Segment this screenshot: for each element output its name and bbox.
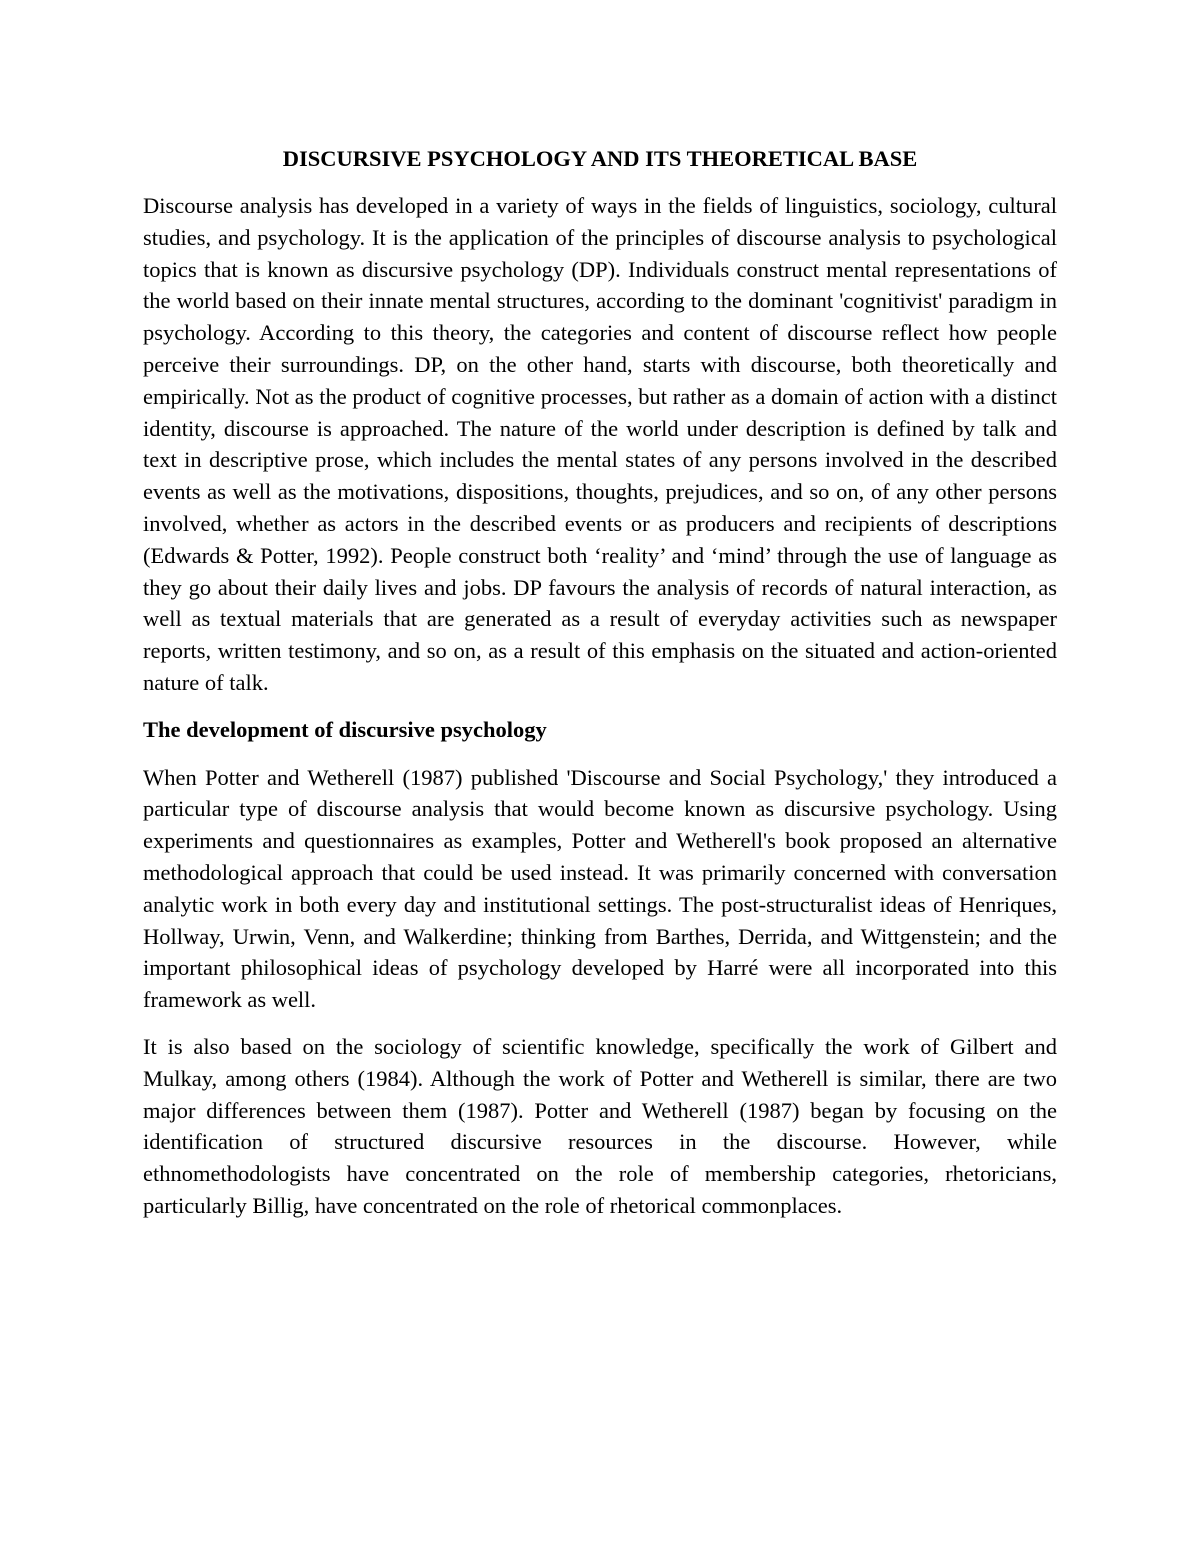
intro-paragraph: Discourse analysis has developed in a variety of ways in the fields of linguistics, sociology, cultural studies, and psychology. It is the application of the principles of discourse analysis to psychological topics that is known as discursive psychology (DP). Individuals construct mental representations of the world based on their innate mental structures, according to the dominant 'cognitivist' paradigm in psychology. According to this theory, the categories and content of discourse reflect how people perceive their surroundings. DP, on the other hand, starts with discourse, both theoretically and empirically. Not as the product of cognitive processes, but rather as a domain of action with a distinct identity, discourse is approached. The nature of the world under description is defined by talk and text in descriptive prose, which includes the mental states of any persons involved in the described events as well as the motivations, dispositions, thoughts, prejudices, and so on, of any other persons involved, whether as actors in the described events or as producers and recipients of descriptions (Edwards & Potter, 1992). People construct both ‘reality’ and ‘mind’ through the use of language as they go about their daily lives and jobs. DP favours the analysis of records of natural interaction, as well as textual materials that are generated as a result of everyday activities such as newspaper reports, written testimony, and so on, as a result of this emphasis on the situated and action-oriented nature of talk.	[143, 193, 1057, 695]
document-title: DISCURSIVE PSYCHOLOGY AND ITS THEORETICAL BASE	[282, 146, 918, 171]
document-body	[143, 143, 1057, 1237]
section-paragraph: It is also based on the sociology of scientific knowledge, specifically the work of Gilbert and Mulkay, among others (1984). Although the work of Potter and Wetherell is similar, there are two major differences between them (1987). Potter and Wetherell (1987) began by focusing on the identification of structured discursive resources in the discourse. However, while ethnomethodologists have concentrated on the role of membership categories, rhetoricians, particularly Billig, have concentrated on the role of rhetorical commonplaces.	[143, 1033, 1057, 1218]
section-heading: The development of discursive psychology	[143, 716, 547, 742]
section-paragraph: When Potter and Wetherell (1987) published 'Discourse and Social Psychology,' they introduced a particular type of discourse analysis that would become known as discursive psychology. Using experiments and questionnaires as examples, Potter and Wetherell's book proposed an alternative methodological approach that could be used instead. It was primarily concerned with conversation analytic work in both every day and institutional settings. The post-structuralist ideas of Henriques, Hollway, Urwin, Venn, and Walkerdine; thinking from Barthes, Derrida, and Wittgenstein; and the important philosophical ideas of psychology developed by Harré were all incorporated into this framework as well.	[143, 764, 1057, 1013]
